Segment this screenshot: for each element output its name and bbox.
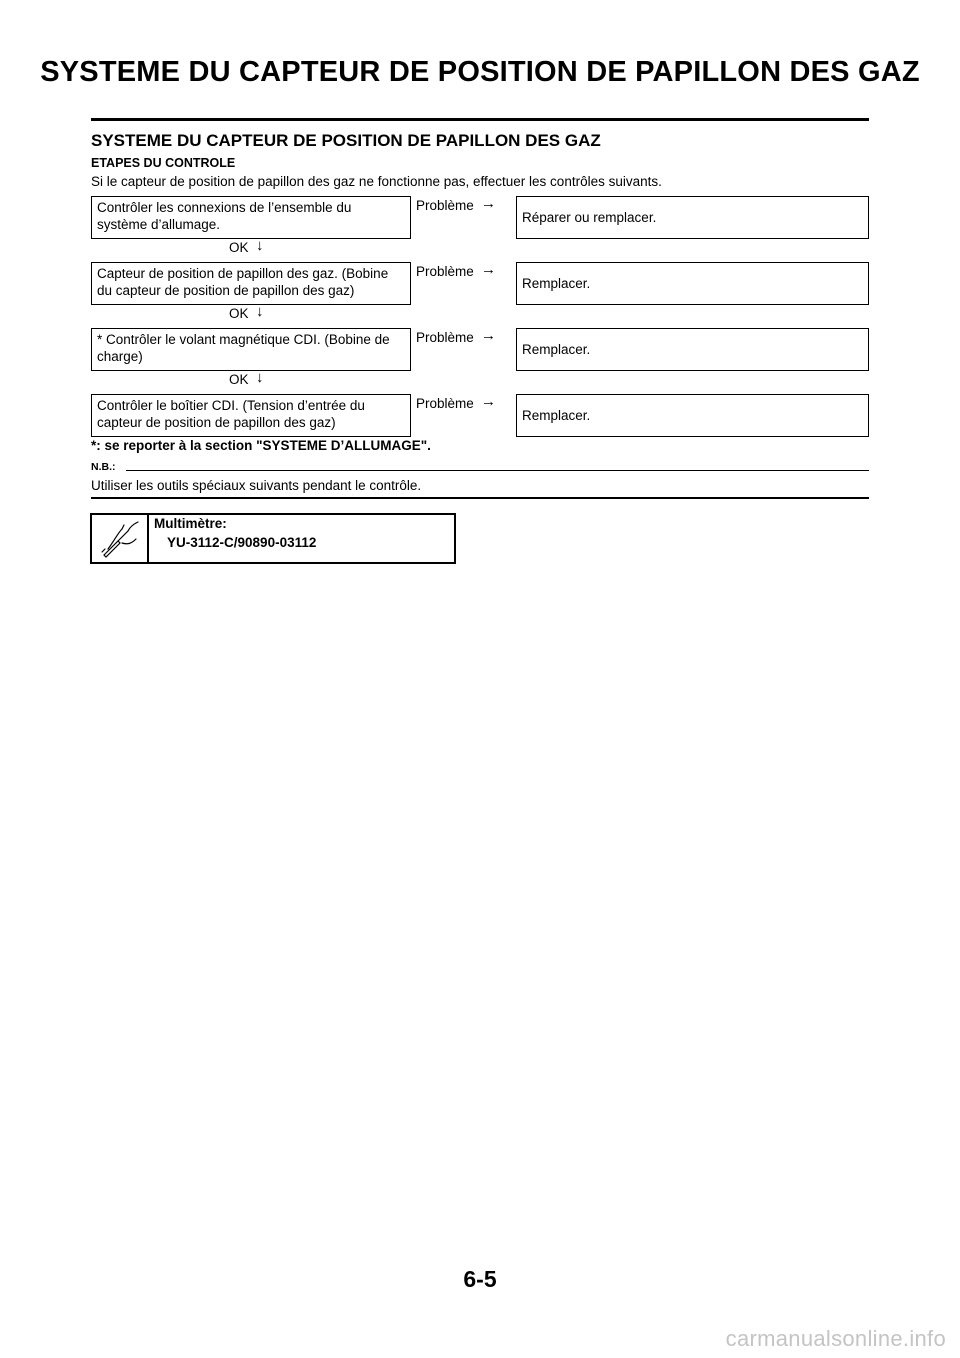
arrow-down-icon: ↓ [256,303,264,320]
special-tool-box [90,513,456,564]
tool-part-number: YU-3112-C/90890-03112 [167,535,317,550]
arrow-right-icon: → [481,327,496,344]
problem-label-3: Problème [416,330,474,345]
action-box-1: Réparer ou remplacer. [516,196,869,239]
action-box-2: Remplacer. [516,262,869,305]
procedure-subheading: ETAPES DU CONTROLE [91,156,236,170]
check-box-4: Contrôler le boîtier CDI. (Tension d’entrée du capteur de position de papillon des gaz) [91,394,411,437]
page-title: SYSTEME DU CAPTEUR DE POSITION DE PAPILLON DES GAZ [40,56,920,88]
action-box-4: Remplacer. [516,394,869,437]
ok-label-2: OK [229,306,249,321]
arrow-right-icon: → [481,393,496,410]
tool-icon-cell [92,515,149,562]
header-divider [91,118,869,121]
nb-text: Utiliser les outils spéciaux suivants pendant le contrôle. [91,478,422,493]
arrow-down-icon: ↓ [256,237,264,254]
ok-label-1: OK [229,240,249,255]
page-number: 6-5 [463,1266,497,1292]
intro-text: Si le capteur de position de papillon des gaz ne fonctionne pas, effectuer les contrôles suivants. [91,174,662,189]
problem-label-1: Problème [416,198,474,213]
arrow-right-icon: → [481,195,496,212]
action-box-3: Remplacer. [516,328,869,371]
nb-bottom-divider [91,497,869,499]
nb-label: N.B.: [91,461,116,473]
ok-label-3: OK [229,372,249,387]
problem-label-2: Problème [416,264,474,279]
tool-name: Multimètre: [154,516,227,531]
footnote: *: se reporter à la section "SYSTEME D’ALLUMAGE". [91,438,431,453]
watermark: carmanualsonline.info [725,1326,946,1351]
arrow-down-icon: ↓ [256,369,264,386]
section-title: SYSTEME DU CAPTEUR DE POSITION DE PAPILLON DES GAZ [91,131,601,150]
problem-label-4: Problème [416,396,474,411]
arrow-right-icon: → [481,261,496,278]
nb-divider [126,470,869,471]
check-box-2: Capteur de position de papillon des gaz. (Bobine du capteur de position de papillon des gaz) [91,262,411,305]
check-box-3: * Contrôler le volant magnétique CDI. (Bobine de charge) [91,328,411,371]
check-box-1: Contrôler les connexions de l’ensemble du système d’allumage. [91,196,411,239]
multimeter-probe-icon [98,519,142,559]
